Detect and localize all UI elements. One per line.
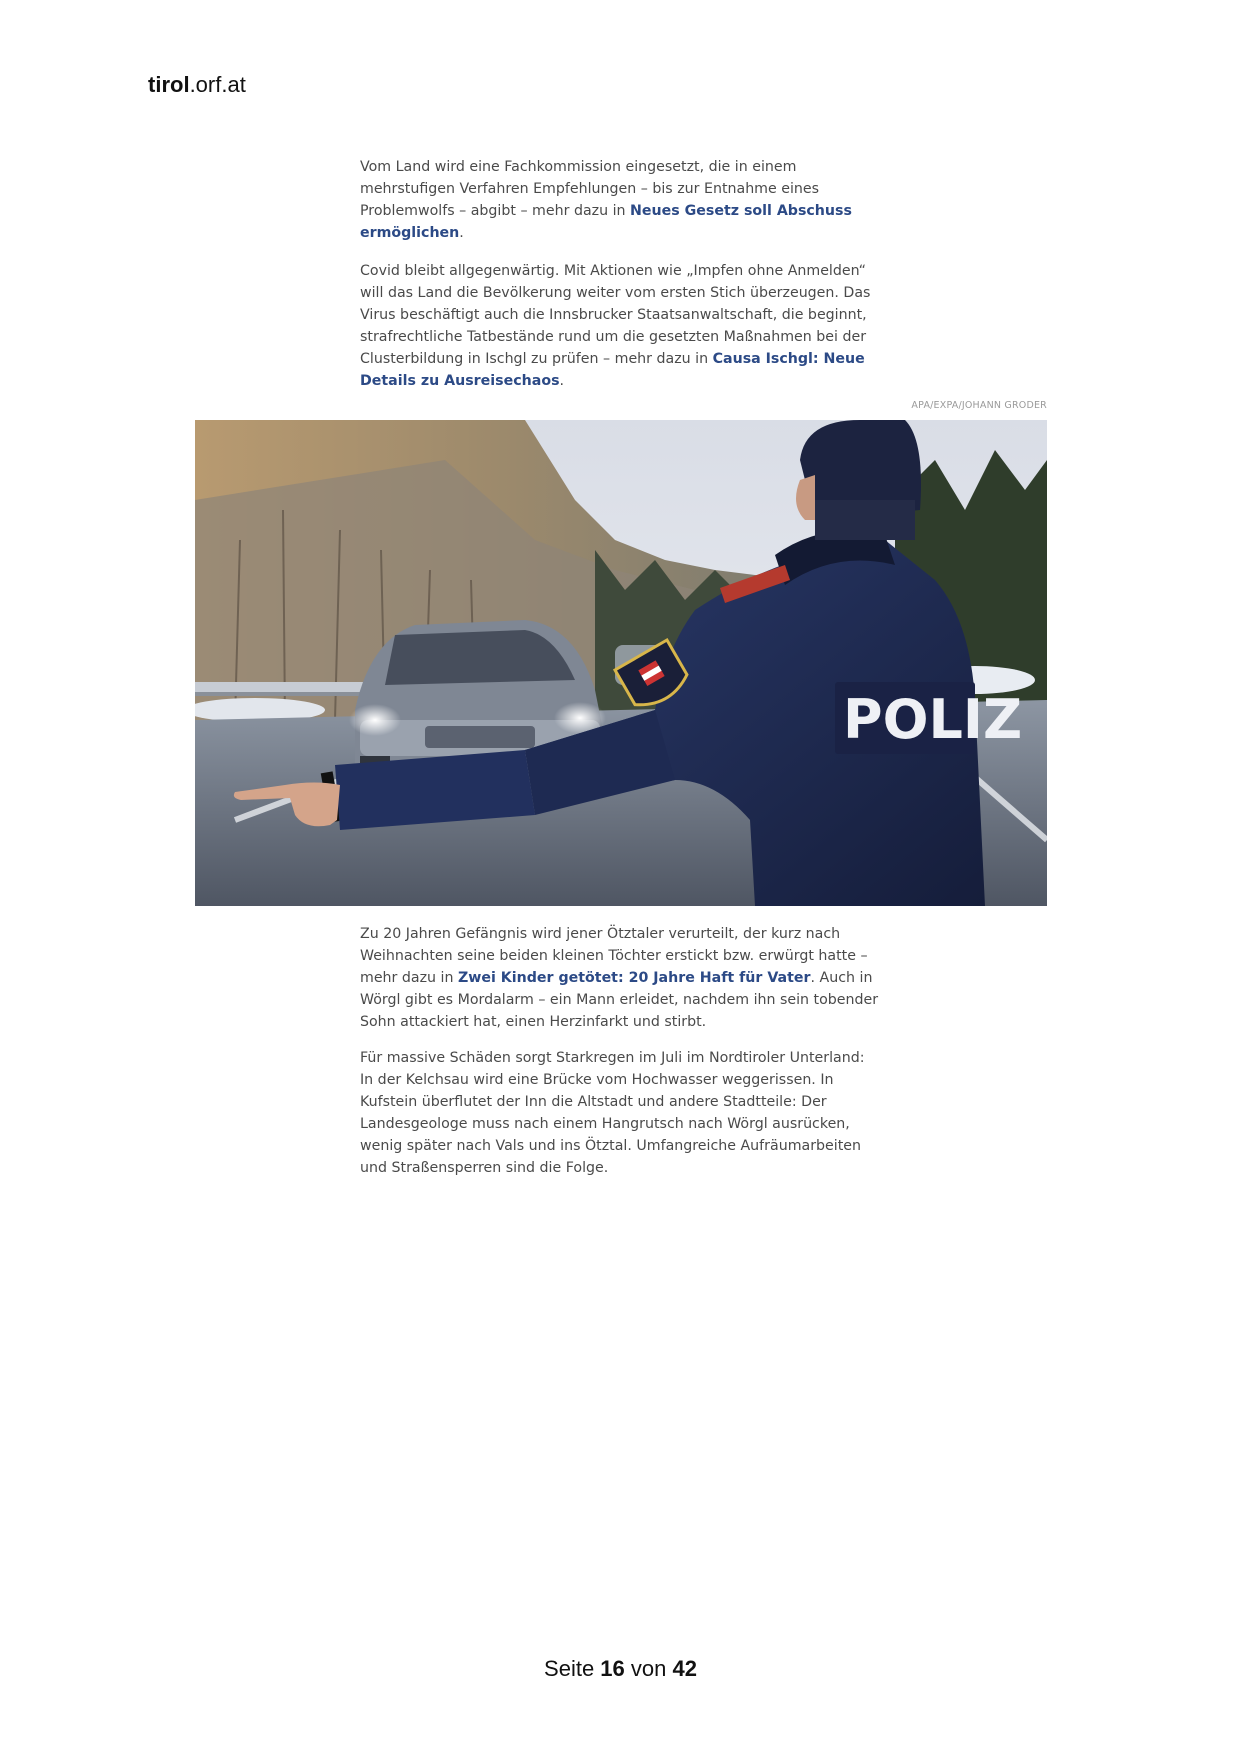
site-name-bold: tirol [148,72,190,97]
site-name [148,72,246,98]
link-neues-gesetz[interactable]: Neues Gesetz soll Abschuss ermöglichen [360,203,852,241]
paragraph-text: . [459,225,464,241]
page-footer [0,1656,1241,1682]
site-name-domain: .orf.at [189,72,246,97]
footer-prefix: Seite [544,1656,601,1681]
paragraph-text: . [559,373,565,389]
police-checkpoint-image [195,420,1047,906]
jacket-lettering: POLIZ [843,688,1023,751]
paragraph-text: Zu 20 Jahren Gefängnis wird jener Ötztaler verurteilt, der kurz nach Weihnachten seine beiden kleinen Töchter erstickt bzw. erwürgt hatte – mehr dazu in [360,926,868,986]
article-paragraph-3 [360,923,880,1033]
article-paragraph-2 [360,260,880,392]
article-paragraph-4: Für massive Schäden sorgt Starkregen im Juli im Nordtiroler Unterland: In der Kelchsau wird eine Brücke vom Hochwasser weggerissen. In Kufstein überflutet der Inn die Altstadt und andere Stadtteile: Der Landesgeologe muss nach einem Hangrutsch nach Wörgl ausrücken, wenig später nach Vals und ins Ötztal. Umfangreiche Aufräumarbeiten und Straßensperren sind die Folge. [360,1050,865,1176]
link-zwei-kinder[interactable]: Zwei Kinder getötet: 20 Jahre Haft für Vater [457,970,811,986]
page-total: 42 [672,1656,697,1681]
article-paragraph-1 [360,156,880,244]
article-photo [195,420,1047,906]
paragraph-text: Vom Land wird eine Fachkommission eingesetzt, die in einem mehrstufigen Verfahren Empfehlungen – bis zur Entnahme eines Problemwolfs – abgibt – mehr dazu in [360,159,820,219]
link-causa-ischgl[interactable]: Causa Ischgl: Neue Details zu Ausreisechaos [360,351,865,389]
paragraph-text: Covid bleibt allgegenwärtig. Mit Aktionen wie „Impfen ohne Anmelden“ will das Land die Bevölkerung weiter vom ersten Stich überzeugen. Das Virus beschäftigt auch die Innsbrucker Staatsanwaltschaft, die beginnt, strafrechtliche Tatbestände rund um die gesetzten Maßnahmen bei der Clusterbildung in Ischgl zu prüfen – mehr dazu in [360,263,871,367]
photo-credit: APA/EXPA/JOHANN GRODER [911,400,1047,411]
page-number: 16 [600,1656,625,1681]
paragraph-text: . Auch in Wörgl gibt es Mordalarm – ein Mann erleidet, nachdem ihn sein tobender Sohn attackiert hat, einen Herzinfarkt und stirbt. [360,970,879,1030]
footer-middle: von [624,1656,673,1681]
